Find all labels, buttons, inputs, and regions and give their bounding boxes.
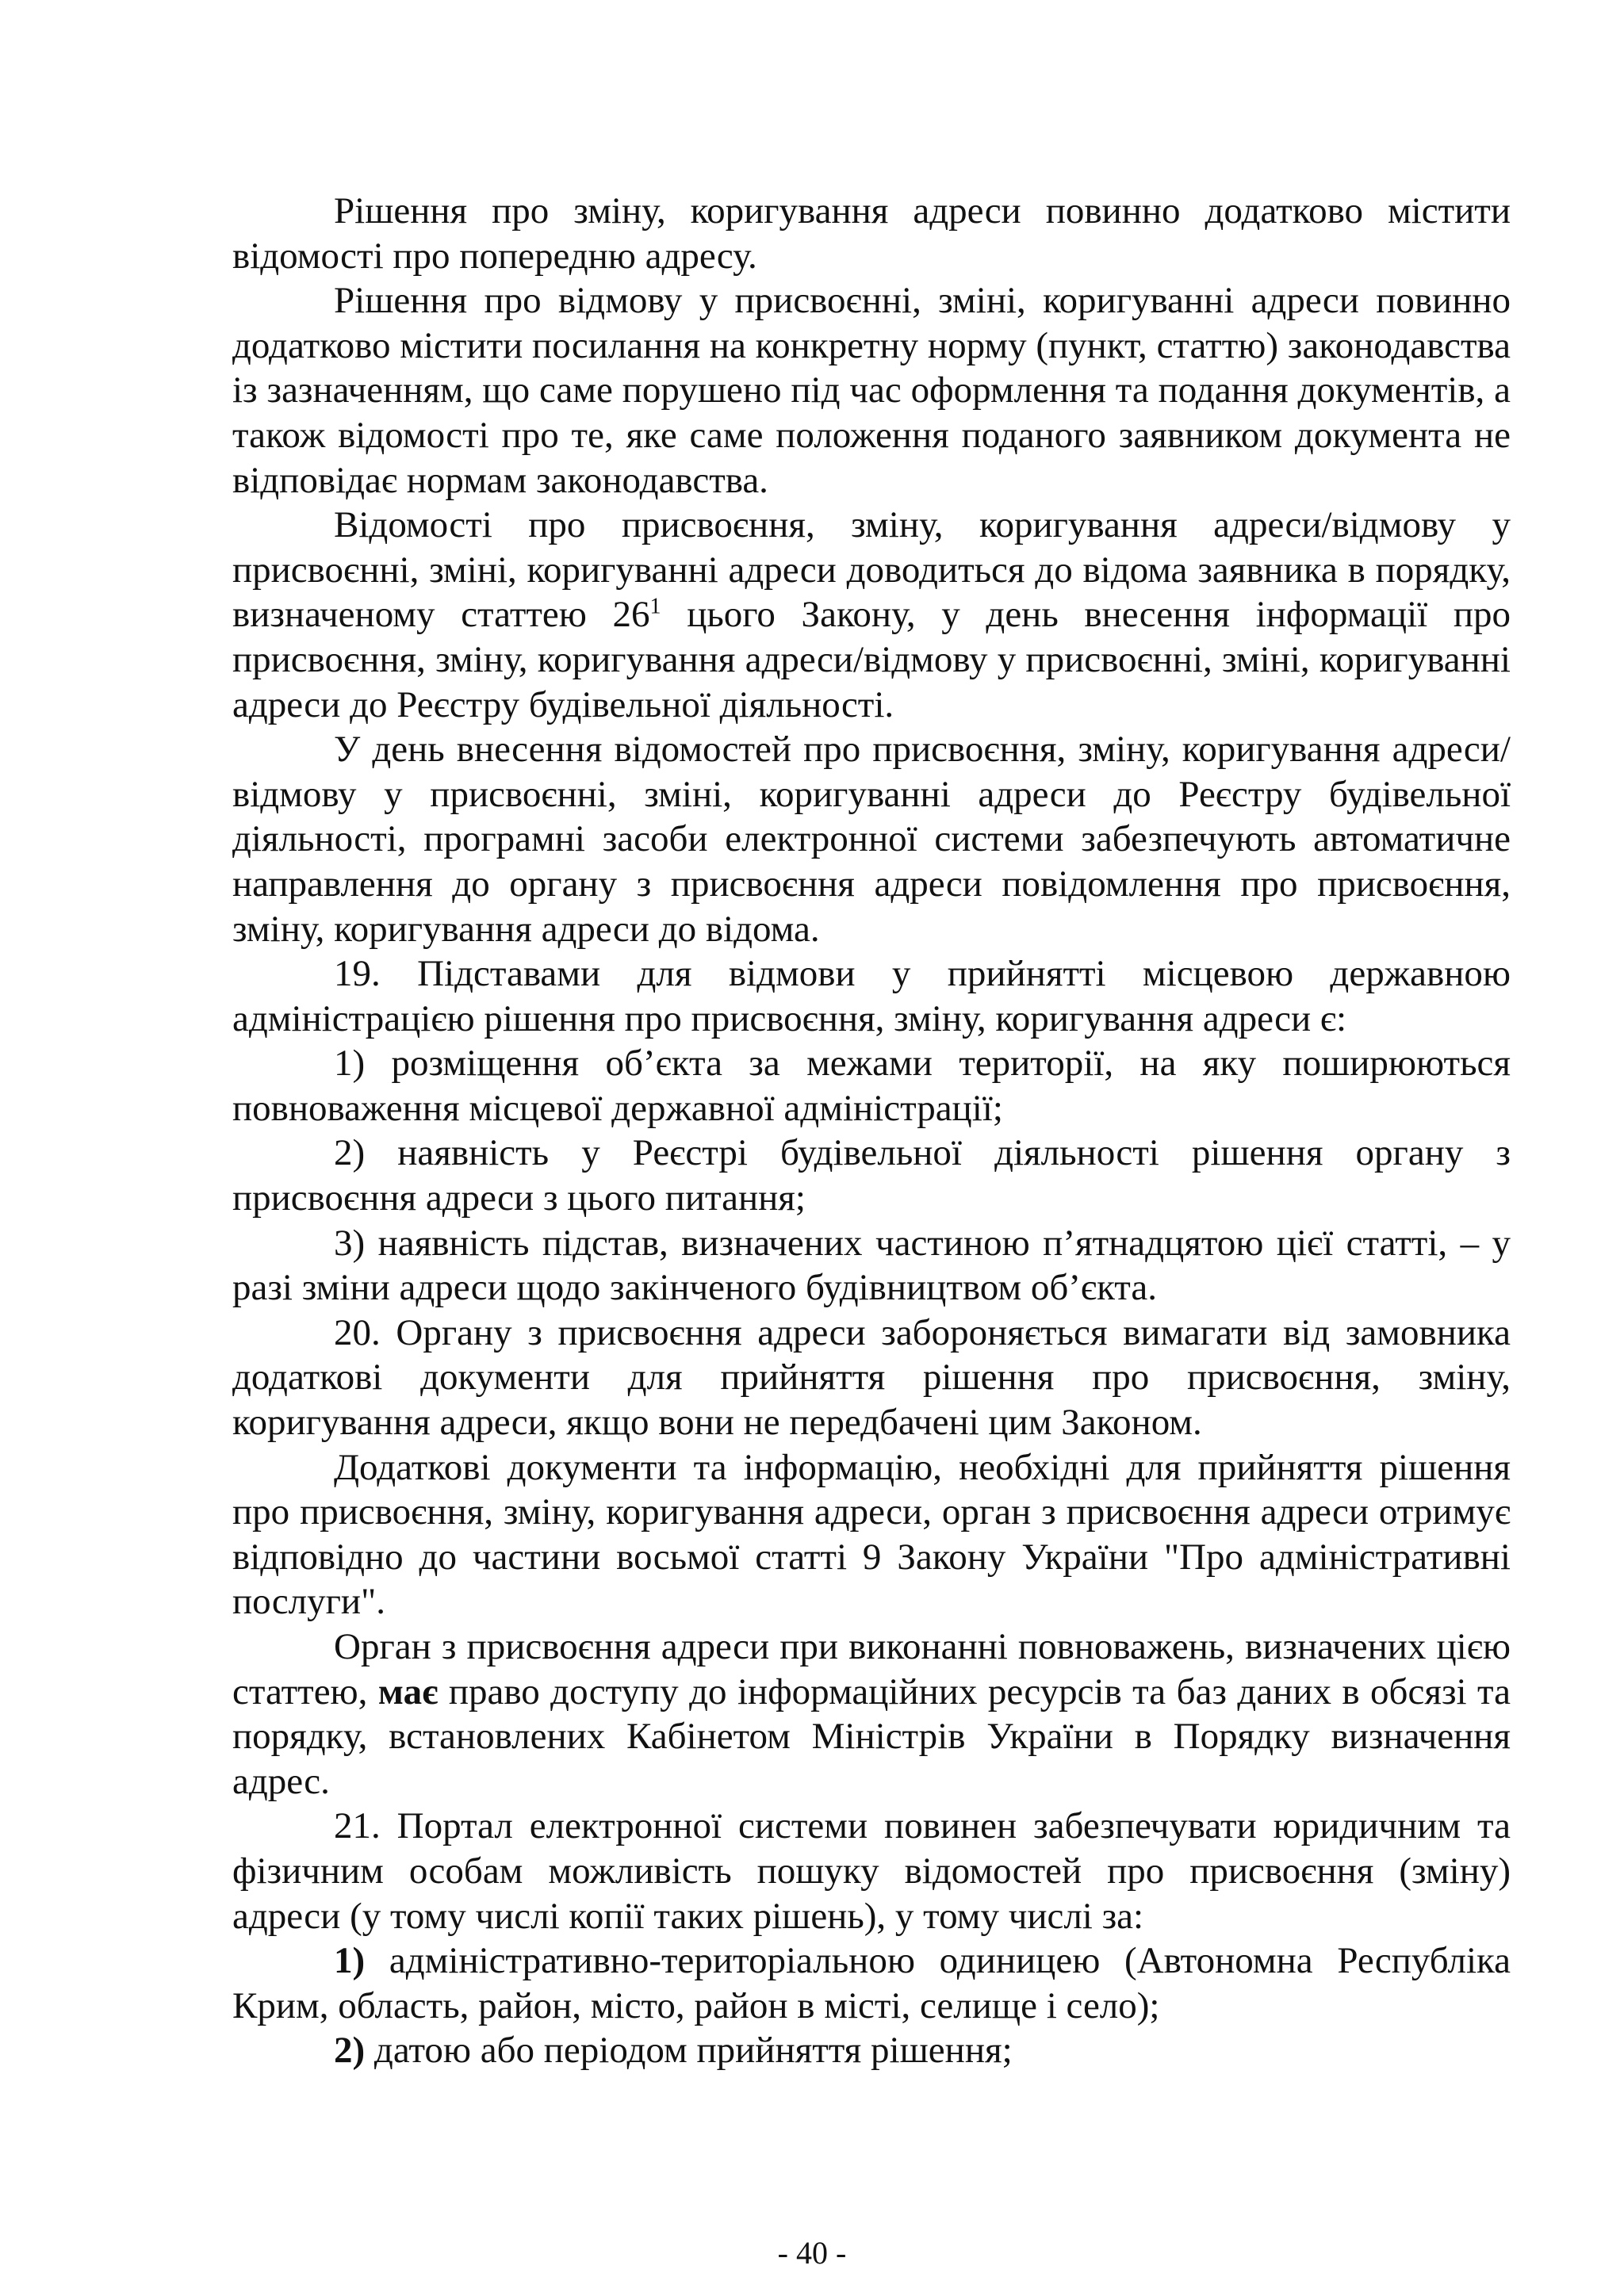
paragraph-13-text: адміністративно-територіальною одиницею (Автономна Республіка Крим, область, район, місто, район в місті, селище і село); — [232, 1940, 1511, 2026]
paragraph-11-text-end: право доступу до інформаційних ресурсів та баз даних в обсязі та порядку, встановлених Кабінетом Міністрів України в Порядку визначення адрес. — [232, 1670, 1511, 1802]
paragraph-4: У день внесення відомостей про присвоєння, зміну, коригування адреси/відмову у присвоєнні, зміні, коригуванні адреси до Реєстру будівельної діяльності, програмні засоби електронної системи забезпечують автоматичне направлення до органу з присвоєння адреси повідомлення про присвоєння, зміну, коригування адреси до відома. — [232, 729, 1511, 950]
paragraph-3 — [232, 503, 1511, 727]
superscript-article-number: 1 — [649, 594, 661, 619]
paragraph-3-text-start: Відомості про присвоєння, зміну, коригування адреси/відмову у присвоєнні, зміні, коригуванні адреси доводиться до відома заявника в порядку, визначеному статтею 26 — [232, 504, 1511, 636]
paragraph-14-text: датою або періодом прийняття рішення; — [365, 2030, 1013, 2072]
paragraph-6-subitem-1: 1) розміщення об’єкта за межами території, на яку поширюються повноваження місцевої державної адміністрації; — [232, 1043, 1511, 1129]
paragraph-11 — [232, 1624, 1511, 1804]
paragraph-1: Рішення про зміну, коригування адреси повинно додатково містити відомості про попередню адресу. — [232, 190, 1511, 277]
paragraph-2: Рішення про відмову у присвоєнні, зміні, коригуванні адреси повинно додатково містити посилання на конкретну норму (пункт, статтю) законодавства із зазначенням, що саме порушено під час оформлення та подання документів, а також відомості про те, яке саме положення поданого заявником документа не відповідає нормам законодавства. — [232, 280, 1511, 501]
paragraph-7-subitem-2: 2) наявність у Реєстрі будівельної діяльності рішення органу з присвоєння адреси з цього питання; — [232, 1132, 1511, 1219]
bold-item-number: 1) — [334, 1940, 366, 1982]
bold-item-number: 2) — [334, 2030, 366, 2072]
paragraph-11-text-start: Орган з присвоєння адреси при виконанні повноважень, визначених цією статтею, — [232, 1626, 1511, 1712]
bold-word-maie: має — [377, 1670, 439, 1712]
paragraph-14-search-criterion-2 — [232, 2028, 1511, 2073]
paragraph-12-item-21: 21. Портал електронної системи повинен забезпечувати юридичним та фізичним особам можливість пошуку відомостей про присвоєння (зміну) адреси (у тому числі копії таких рішень), у тому числі за: — [232, 1805, 1511, 1937]
paragraph-8-subitem-3: 3) наявність підстав, визначених частиною п’ятнадцятою цієї статті, – у разі зміни адреси щодо закінченого будівництвом об’єкта. — [232, 1222, 1511, 1309]
paragraph-3-text-end: цього Закону, у день внесення інформації про присвоєння, зміну, коригування адреси/відмову у присвоєнні, зміні, коригуванні адреси до Реєстру будівельної діяльності. — [232, 594, 1511, 725]
paragraph-9-item-20: 20. Органу з присвоєння адреси забороняється вимагати від замовника додаткові документи для прийняття рішення про присвоєння, зміну, коригування адреси, якщо вони не передбачені цим Законом. — [232, 1311, 1511, 1444]
paragraph-10: Додаткові документи та інформацію, необхідні для прийняття рішення про присвоєння, зміну, коригування адреси, орган з присвоєння адреси отримує відповідно до частини восьмої статті 9 Закону України "Про адміністративні послуги". — [232, 1446, 1511, 1623]
paragraph-5-item-19: 19. Підставами для відмови у прийнятті місцевою державною адміністрацією рішення про присвоєння, зміну, коригування адреси є: — [232, 953, 1511, 1039]
page-number: - 40 - — [777, 2235, 847, 2271]
paragraph-13-search-criterion-1 — [232, 1938, 1511, 2028]
document-body — [232, 189, 1511, 2073]
